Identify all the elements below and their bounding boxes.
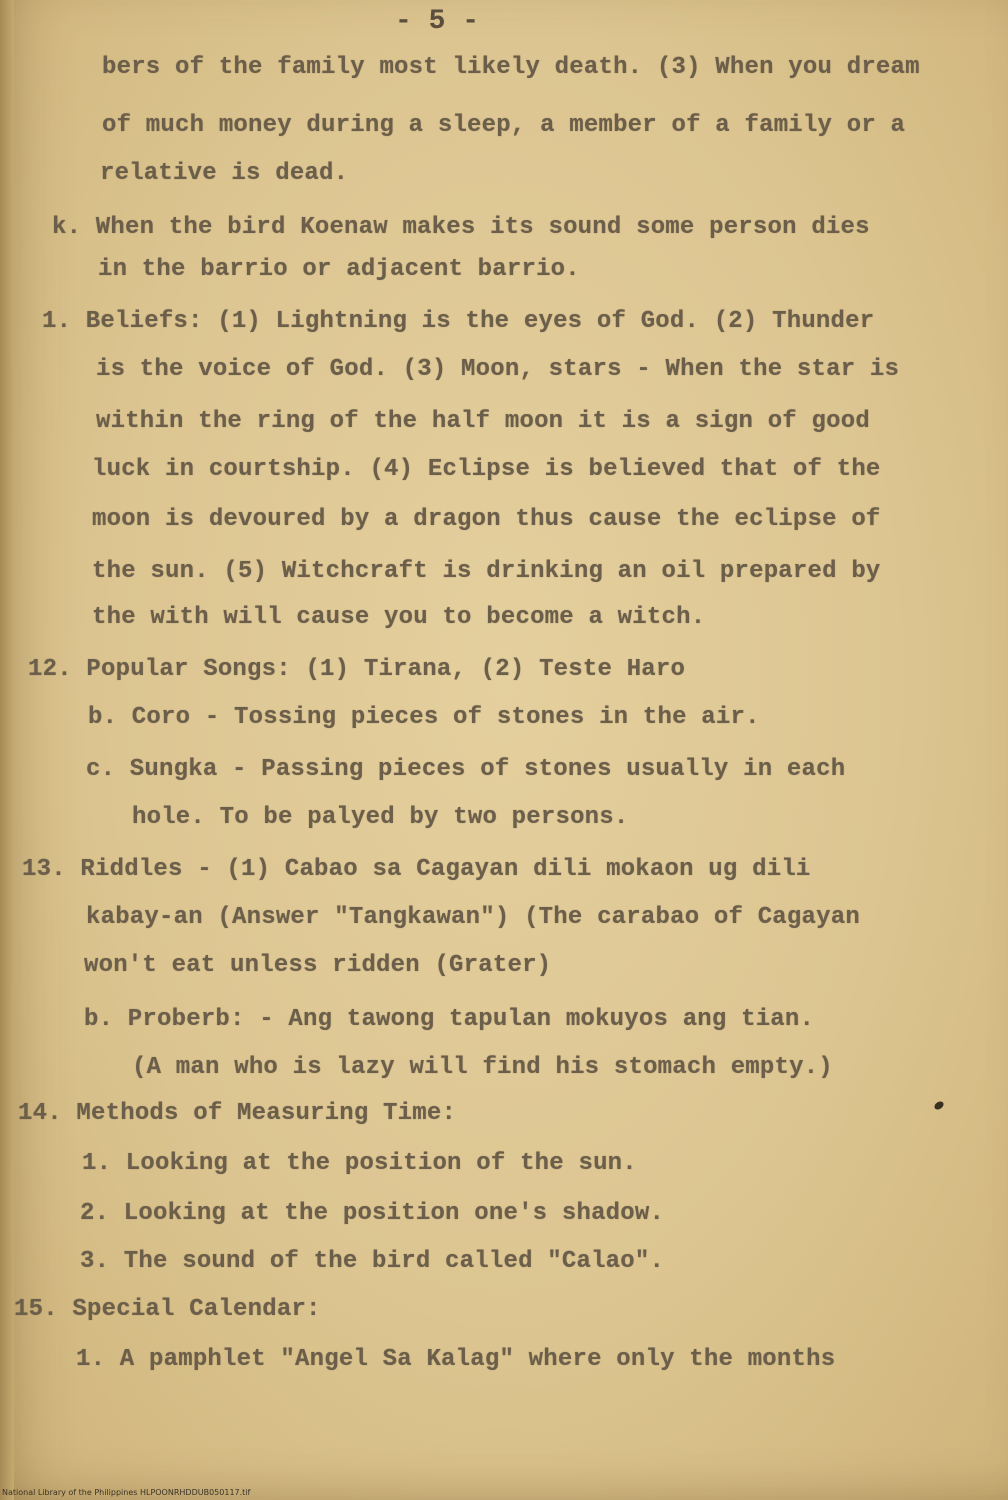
text-line: 14. Methods of Measuring Time: <box>18 1100 457 1127</box>
text-line: relative is dead. <box>100 160 349 187</box>
text-line: bers of the family most likely death. (3) When you dream <box>102 54 920 81</box>
ink-spot <box>933 1100 945 1111</box>
text-line: 15. Special Calendar: <box>14 1296 321 1323</box>
text-line: won't eat unless ridden (Grater) <box>84 952 552 979</box>
text-line: 1. Beliefs: (1) Lightning is the eyes of God. (2) Thunder <box>42 308 875 335</box>
page-spine-edge <box>0 0 14 1500</box>
text-line: b. Proberb: - Ang tawong tapulan mokuyos ang tian. <box>84 1006 815 1033</box>
text-line: is the voice of God. (3) Moon, stars - When the star is <box>96 356 900 383</box>
text-line: c. Sungka - Passing pieces of stones usually in each <box>86 756 846 783</box>
text-line: of much money during a sleep, a member of a family or a <box>102 112 906 139</box>
text-line: the with will cause you to become a witch. <box>92 604 706 631</box>
text-line: luck in courtship. (4) Eclipse is believed that of the <box>92 456 881 483</box>
text-line: 2. Looking at the position one's shadow. <box>80 1200 665 1227</box>
text-line: within the ring of the half moon it is a sign of good <box>96 408 870 435</box>
text-line: (A man who is lazy will find his stomach empty.) <box>132 1054 833 1081</box>
text-line: 3. The sound of the bird called "Calao". <box>80 1248 665 1275</box>
text-line: the sun. (5) Witchcraft is drinking an oil prepared by <box>92 558 881 585</box>
text-line: 1. A pamphlet "Angel Sa Kalag" where only the months <box>76 1346 836 1373</box>
scan-footer: National Library of the Philippines HLPOONRHDDUB050117.tif <box>2 1488 251 1497</box>
text-line: kabay-an (Answer "Tangkawan") (The carabao of Cagayan <box>86 904 860 931</box>
page-number: - 5 - <box>395 6 480 37</box>
text-line: k. When the bird Koenaw makes its sound some person dies <box>52 214 870 241</box>
text-line: in the barrio or adjacent barrio. <box>98 256 580 283</box>
text-line: 12. Popular Songs: (1) Tirana, (2) Teste Haro <box>28 656 686 683</box>
text-line: 13. Riddles - (1) Cabao sa Cagayan dili mokaon ug dili <box>22 856 811 883</box>
text-line: b. Coro - Tossing pieces of stones in the air. <box>88 704 760 731</box>
text-line: moon is devoured by a dragon thus cause the eclipse of <box>92 506 881 533</box>
text-line: hole. To be palyed by two persons. <box>132 804 629 831</box>
text-line: 1. Looking at the position of the sun. <box>82 1150 637 1177</box>
